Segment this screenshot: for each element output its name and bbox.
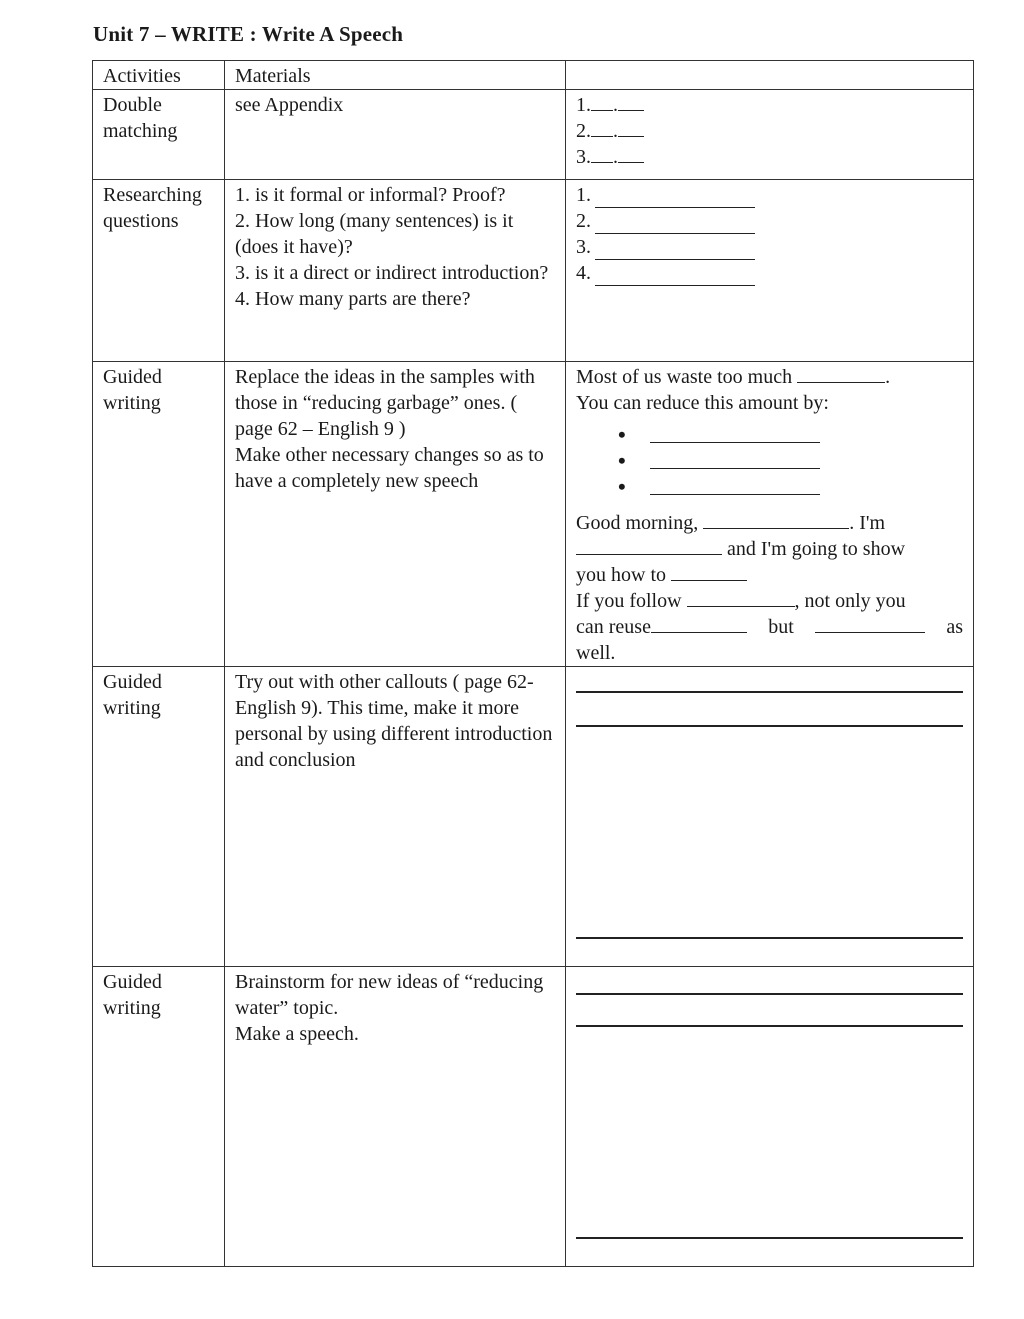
fill-blank[interactable]	[815, 614, 925, 633]
table-row	[93, 362, 974, 667]
instruction-text: Make a speech.	[235, 1023, 359, 1045]
materials-cell	[225, 967, 566, 1267]
question-4: 4. How many parts are there?	[235, 288, 471, 310]
writing-line[interactable]	[576, 1237, 963, 1239]
materials-cell	[225, 362, 566, 667]
table-row	[93, 180, 974, 362]
materials-cell	[225, 90, 566, 180]
instruction-text: Brainstorm for new ideas of “reducing water” topic.	[235, 971, 544, 1019]
question-3: 3. is it a direct or indirect introduction?	[235, 262, 549, 284]
table-row	[93, 967, 974, 1267]
question-2: 2. How long (many sentences) is it (does it have)?	[235, 210, 514, 258]
match-line-3[interactable]: 3. .	[576, 144, 963, 170]
writing-line[interactable]	[576, 691, 963, 693]
materials-cell	[225, 180, 566, 362]
fill-blank[interactable]	[703, 510, 849, 529]
activity-cell: Double matching	[93, 90, 225, 180]
activity-cell: Guided writing	[93, 667, 225, 967]
materials-text: see Appendix	[235, 94, 344, 116]
speech-line: Most of us waste too much .	[576, 366, 891, 388]
materials-cell	[225, 667, 566, 967]
answer-line-3[interactable]: 3.	[576, 234, 963, 260]
answer-cell	[566, 90, 974, 180]
activity-cell: Guided writing	[93, 967, 225, 1267]
speech-line: If you follow , not only you	[576, 590, 906, 612]
writing-line[interactable]	[576, 993, 963, 995]
list-item[interactable]	[618, 450, 963, 476]
speech-line: well.	[576, 642, 616, 664]
writing-line[interactable]	[576, 725, 963, 727]
fill-blank[interactable]	[797, 364, 885, 383]
instruction-text: Make other necessary changes so as to have a completely new speech	[235, 444, 544, 492]
list-item[interactable]	[618, 424, 963, 450]
fill-blank[interactable]	[671, 562, 747, 581]
table-row	[93, 90, 974, 180]
instruction-text: Replace the ideas in the samples with those in “reducing garbage” ones. ( page 62 – English 9 )	[235, 366, 535, 440]
speech-line: Good morning, . I'm	[576, 512, 886, 534]
activity-table	[92, 60, 974, 1267]
activity-cell: Guided writing	[93, 362, 225, 667]
fill-blank[interactable]	[651, 614, 747, 633]
answer-line-4[interactable]: 4.	[576, 260, 963, 286]
speech-line: you how to	[576, 562, 963, 588]
bullet-list	[618, 424, 963, 502]
fill-blank[interactable]	[576, 536, 722, 555]
writing-line[interactable]	[576, 1025, 963, 1027]
answer-cell	[566, 667, 974, 967]
answer-cell	[566, 362, 974, 667]
speech-line: can reuse but as	[576, 616, 963, 638]
table-row	[93, 667, 974, 967]
writing-line[interactable]	[576, 937, 963, 939]
speech-line: You can reduce this amount by:	[576, 392, 829, 414]
instruction-text: Try out with other callouts ( page 62- English 9). This time, make it more personal by using different introduction and conclusion	[235, 671, 553, 771]
header-materials: Materials	[225, 61, 566, 90]
match-line-1[interactable]: 1. .	[576, 92, 963, 118]
header-row	[93, 61, 974, 90]
answer-cell	[566, 967, 974, 1267]
answer-line-2[interactable]: 2.	[576, 208, 963, 234]
activity-cell: Researching questions	[93, 180, 225, 362]
answer-cell	[566, 180, 974, 362]
answer-line-1[interactable]: 1.	[576, 182, 963, 208]
question-1: 1. is it formal or informal? Proof?	[235, 184, 506, 206]
fill-blank[interactable]	[687, 588, 795, 607]
speech-line: and I'm going to show	[576, 536, 963, 562]
page-title: Unit 7 – WRITE : Write A Speech	[93, 22, 404, 46]
header-blank	[566, 61, 974, 90]
match-line-2[interactable]: 2. .	[576, 118, 963, 144]
list-item[interactable]	[618, 476, 963, 502]
header-activities: Activities	[93, 61, 225, 90]
